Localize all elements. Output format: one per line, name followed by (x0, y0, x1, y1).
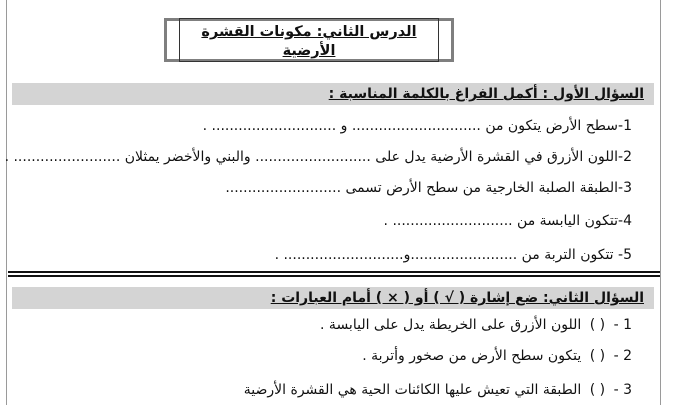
lesson-title-box (164, 18, 454, 62)
answer-box[interactable]: ( ) (589, 382, 606, 398)
tf-item-text: الطبقة التي تعيش عليها الكائنات الحية هي القشرة الأرضية (243, 382, 582, 398)
tf-item-number: 1 - (613, 317, 632, 333)
true-false-item-3 (244, 380, 632, 400)
question-2-header (12, 287, 654, 309)
lesson-title-inner (179, 18, 439, 62)
answer-box[interactable]: ( ) (589, 317, 606, 333)
fill-blank-item-2: 2-اللون الأزرق في القشرة الأرضية يدل على .......................... والبني والأخضر يمثلان ........................ . (4, 149, 632, 165)
page-border-right (660, 0, 661, 405)
answer-box[interactable]: ( ) (589, 348, 606, 364)
lesson-title: الدرس الثاني: مكونات القشرة الأرضية (201, 24, 417, 59)
true-false-item-2 (362, 346, 632, 366)
true-false-item-1 (320, 315, 632, 335)
page-border-left (6, 0, 7, 405)
fill-blank-item-5: 5- تتكون التربة من ........................و........................... . (274, 247, 632, 263)
tf-item-text: يتكون سطح الأرض من صخور وأتربة . (362, 348, 582, 364)
tf-item-number: 2 - (613, 348, 632, 364)
fill-blank-item-4: 4-تتكون اليابسة من ........................... . (383, 213, 632, 229)
question-2-header-text: السؤال الثاني: ضع إشارة ( √ ) أو ( × ) أمام العبارات : (270, 290, 644, 306)
fill-blank-item-1: 1-سطح الأرض يتكون من ............................. و ............................ . (202, 118, 632, 134)
tf-item-number: 3 - (613, 382, 632, 398)
tf-item-text: اللون الأزرق على الخريطة يدل على اليابسة . (320, 317, 582, 333)
fill-blank-item-3: 3-الطبقة الصلبة الخارجية من سطح الأرض تسمى .......................... (225, 180, 632, 196)
section-divider (8, 271, 660, 277)
question-1-header (12, 83, 654, 105)
question-1-header-text: السؤال الأول : أكمل الفراغ بالكلمة المناسبة : (328, 86, 644, 102)
